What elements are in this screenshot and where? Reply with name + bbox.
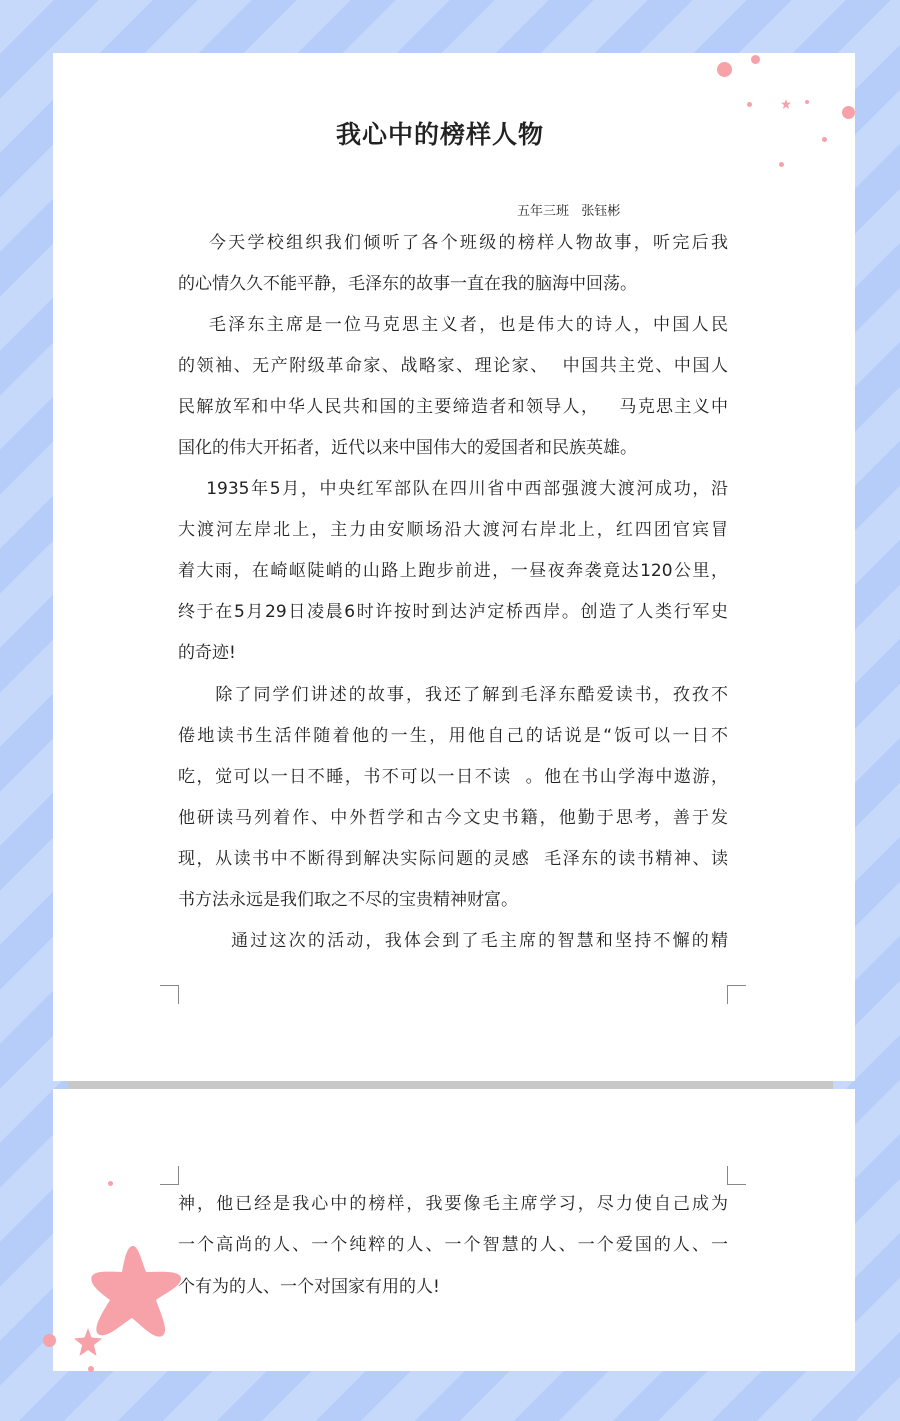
large-star-icon bbox=[88, 1242, 188, 1342]
body-text-line: 他研读马列着作、中外哲学和古今文史书籍，他勤于思考，善于发 bbox=[178, 808, 728, 828]
decorative-dot bbox=[108, 1181, 113, 1186]
decorative-dot bbox=[717, 62, 732, 77]
decorative-dot bbox=[779, 162, 784, 167]
body-text-line: 一个高尚的人、一个纯粹的人、一个智慧的人、一个爱国的人、一 bbox=[178, 1235, 728, 1255]
small-star-icon bbox=[781, 99, 791, 109]
author-line: 五年三班 张钰彬 bbox=[517, 204, 621, 219]
body-text-line: 现，从读书中不断得到解决实际问题的灵感 毛泽东的读书精神、读 bbox=[178, 849, 728, 869]
crop-mark bbox=[727, 1166, 746, 1185]
body-text-line: 吃，觉可以一日不睡，书不可以一日不读 。他在书山学海中遨游， bbox=[178, 767, 728, 787]
decorative-dot bbox=[805, 100, 809, 104]
small-star-icon bbox=[74, 1328, 102, 1356]
body-text-line: 的奇迹! bbox=[178, 643, 236, 663]
decorative-dot bbox=[88, 1366, 94, 1372]
body-text-line: 1935年5月，中央红军部队在四川省中西部强渡大渡河成功，沿 bbox=[178, 479, 728, 499]
crop-mark bbox=[160, 985, 179, 1004]
body-text-line: 的领袖、无产附级革命家、战略家、理论家、 中国共主党、中国人 bbox=[178, 356, 728, 376]
body-text-line: 国化的伟大开拓者，近代以来中国伟大的爱国者和民族英雄。 bbox=[178, 438, 637, 458]
decorative-dot bbox=[747, 102, 752, 107]
decorative-dot bbox=[43, 1334, 56, 1347]
body-text-line: 通过这次的活动，我体会到了毛主席的智慧和坚持不懈的精 bbox=[178, 931, 728, 951]
body-text-line: 毛泽东主席是一位马克思主义者，也是伟大的诗人，中国人民 bbox=[178, 315, 728, 335]
body-text-line: 民解放军和中华人民共和国的主要缔造者和领导人， 马克思主义中 bbox=[178, 397, 728, 417]
body-text-line: 的心情久久不能平静，毛泽东的故事一直在我的脑海中回荡。 bbox=[178, 274, 637, 294]
body-text-line: 书方法永远是我们取之不尽的宝贵精神财富。 bbox=[178, 890, 518, 910]
body-text-line: 倦地读书生活伴随着他的一生，用他自己的话说是“饭可以一日不 bbox=[178, 726, 728, 746]
decorative-dot bbox=[751, 55, 760, 64]
body-text-line: 大渡河左岸北上，主力由安顺场沿大渡河右岸北上，红四团官宾冒 bbox=[178, 520, 728, 540]
crop-mark bbox=[727, 985, 746, 1004]
body-text-line: 着大雨，在崎岖陡峭的山路上跑步前进，一昼夜奔袭竟达120公里， bbox=[178, 561, 728, 581]
document-title: 我心中的榜样人物 bbox=[335, 120, 544, 149]
crop-mark bbox=[160, 1166, 179, 1185]
body-text-line: 终于在5月29日凌晨6时许按时到达泸定桥西岸。创造了人类行军史 bbox=[178, 602, 728, 622]
decorative-dot bbox=[158, 1330, 163, 1335]
page-separator bbox=[68, 1081, 833, 1089]
body-text-line: 个有为的人、一个对国家有用的人! bbox=[178, 1277, 440, 1297]
body-text-line: 除了同学们讲述的故事，我还了解到毛泽东酷爱读书，孜孜不 bbox=[178, 685, 728, 705]
body-text-line: 今天学校组织我们倾听了各个班级的榜样人物故事，听完后我 bbox=[178, 233, 728, 253]
body-text-line: 神，他已经是我心中的榜样，我要像毛主席学习，尽力使自己成为 bbox=[178, 1194, 728, 1214]
